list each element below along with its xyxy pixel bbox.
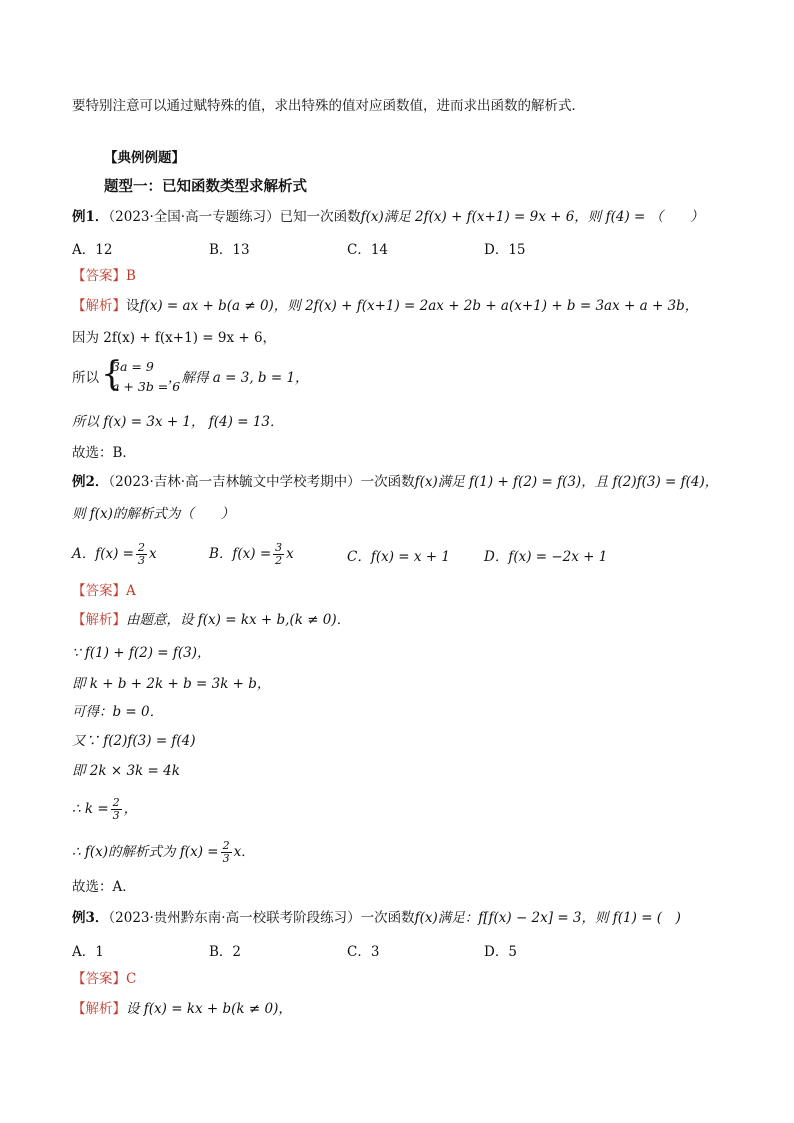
example-3-answer <box>72 969 136 989</box>
example-2-answer <box>72 581 136 601</box>
example-2-solution-5: 又∵ f(2)f(3) = f(4) <box>72 733 196 749</box>
example-1-answer <box>72 266 136 286</box>
section-title: 【典例例题】 <box>104 150 185 166</box>
example-2-question <box>72 472 718 492</box>
example-3-s1: 设 f(x) = kx + b(k ≠ 0)， <box>126 1001 292 1017</box>
analysis-tag: 【解析】 <box>72 612 126 628</box>
example-2-solution-8 <box>72 840 255 865</box>
example-2-answer-value: A <box>126 583 136 599</box>
option-a-den: 3 <box>138 554 145 567</box>
example-2-label: 例2． <box>72 474 109 490</box>
answer-tag: 【答案】 <box>72 583 126 599</box>
example-1-option-d: D．15 <box>484 242 526 258</box>
analysis-tag: 【解析】 <box>72 298 126 314</box>
example-3-option-a: A．1 <box>72 944 104 960</box>
example-3-option-d: D．5 <box>484 944 517 960</box>
option-b-den: 2 <box>275 554 283 567</box>
example-1-condition: f(x)满足 2f(x) + f(x+1) = 9x + 6，则 f(4) = （ ） <box>360 209 704 225</box>
example-1-answer-value: B <box>126 268 136 284</box>
example-1-s1-pre: 设 <box>126 298 140 314</box>
example-2-option-a <box>72 542 157 567</box>
example-1-label: 例1． <box>72 209 109 225</box>
example-1-s3-post: ，解得 a = 3, b = 1， <box>168 370 309 386</box>
example-1-solution-3 <box>72 368 99 388</box>
example-1-option-c: C．14 <box>347 242 389 258</box>
example-2-solution-6: 即 2k × 3k = 4k <box>72 763 180 779</box>
example-3-source: （2023·贵州黔东南·高一校联考阶段练习）一次函数 <box>108 910 415 926</box>
s7-den: 3 <box>112 809 120 822</box>
option-a-post: x <box>149 546 157 562</box>
example-2-question-2: 则 f(x)的解析式为（ ） <box>72 506 235 522</box>
analysis-tag: 【解析】 <box>72 1001 126 1017</box>
example-2-solution-2: ∵ f(1) + f(2) = f(3)， <box>72 645 211 661</box>
example-3-solution-1 <box>72 999 292 1019</box>
example-1-option-b: B．13 <box>209 242 250 258</box>
example-2-option-c: C．f(x) = x + 1 <box>347 549 450 565</box>
example-2-option-d: D．f(x) = −2x + 1 <box>484 549 608 565</box>
example-1-s1: f(x) = ax + b(a ≠ 0)，则 2f(x) + f(x+1) = 2ax + 2b + a(x+1) + b = 3ax + a + 3b， <box>139 298 699 314</box>
answer-tag: 【答案】 <box>72 971 126 987</box>
s8-pre: ∴ f(x)的解析式为 f(x) = <box>72 844 219 860</box>
example-2-option-b <box>209 542 294 567</box>
example-1-solution-4: 所以 f(x) = 3x + 1， f(4) = 13． <box>72 414 284 430</box>
s7-fraction <box>111 797 122 822</box>
example-1-s3-pre: 所以 <box>72 370 99 386</box>
example-2-solution-1 <box>72 610 350 630</box>
system-equation-2: a + 3b = 6 <box>112 379 181 394</box>
example-2-source: （2023·吉林·高一吉林毓文中学校考期中）一次函数 <box>108 474 415 490</box>
example-1-solution-5: 故选：B． <box>72 445 136 461</box>
example-2-solution-7 <box>72 797 137 822</box>
option-b-fraction <box>273 542 284 567</box>
intro-text: 要特别注意可以通过赋特殊的值，求出特殊的值对应函数值，进而求出函数的解析式． <box>72 98 585 114</box>
s8-fraction <box>221 840 232 865</box>
example-1-source: （2023·全国·高一专题练习）已知一次函数 <box>108 209 361 225</box>
example-3-question <box>72 908 681 928</box>
s8-den: 3 <box>222 852 230 865</box>
option-b-pre: B．f(x) = <box>209 546 272 562</box>
option-b-num: 3 <box>275 541 283 554</box>
example-2-solution-4: 可得：b = 0． <box>72 704 164 720</box>
example-1-solution-1 <box>72 296 698 316</box>
system-brace: { <box>101 354 123 394</box>
option-b-post: x <box>286 546 294 562</box>
example-2-solution-3: 即 k + b + 2k + b = 3k + b， <box>72 676 271 692</box>
example-2-condition: f(x)满足 f(1) + f(2) = f(3)，且 f(2)f(3) = f(4)， <box>414 474 719 490</box>
example-1-option-a: A．12 <box>72 242 113 258</box>
option-a-fraction <box>136 542 147 567</box>
example-3-option-b: B．2 <box>209 944 242 960</box>
example-3-answer-value: C <box>126 971 137 987</box>
example-3-option-c: C．3 <box>347 944 380 960</box>
example-2-solution-9: 故选：A． <box>72 879 136 895</box>
example-2-s1: 由题意，设 f(x) = kx + b,(k ≠ 0)． <box>126 612 351 628</box>
example-1-solution-2: 因为 2f(x) + f(x+1) = 9x + 6， <box>72 330 277 346</box>
option-a-num: 2 <box>138 541 145 554</box>
answer-tag: 【答案】 <box>72 268 126 284</box>
example-3-label: 例3． <box>72 910 109 926</box>
option-a-pre: A．f(x) = <box>72 546 134 562</box>
s7-pre: ∴ k = <box>72 801 109 817</box>
topic-title: 题型一：已知函数类型求解析式 <box>104 178 307 195</box>
example-1-question <box>72 207 704 227</box>
s7-num: 2 <box>112 796 120 809</box>
system-equation-1: 3a = 9 <box>112 359 154 374</box>
s7-post: ， <box>123 801 138 817</box>
example-3-condition: f(x)满足：f[f(x) − 2x] = 3，则 f(1) = ( ) <box>414 910 681 926</box>
s8-num: 2 <box>222 839 230 852</box>
s8-post: x． <box>233 844 255 860</box>
